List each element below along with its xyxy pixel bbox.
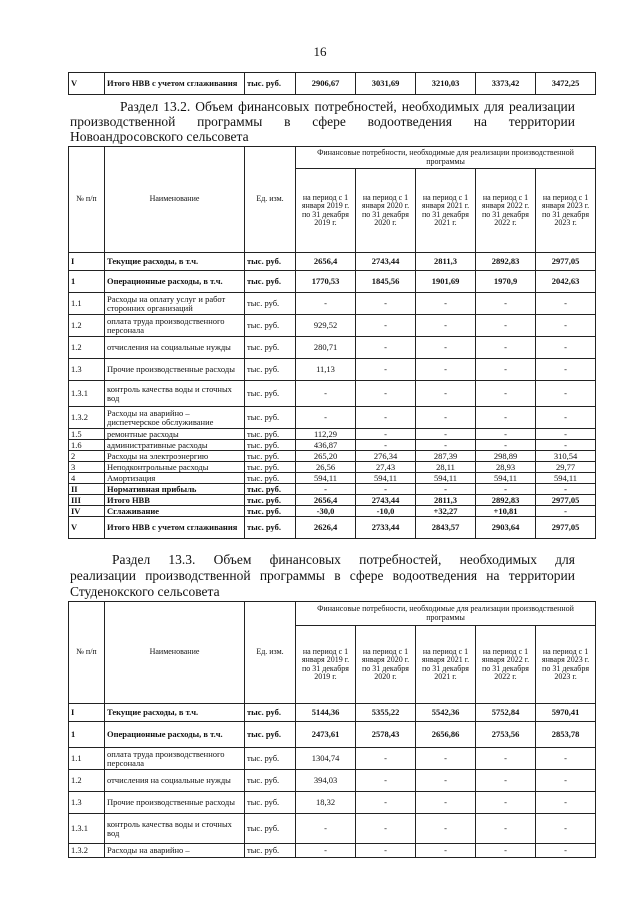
value-cell: 2892,83 [476,253,536,271]
table-row [69,315,596,337]
row-name: оплата труда производственного персонала [105,315,245,337]
table-row [69,293,596,315]
value-cell: 2906,67 [296,73,356,95]
row-name: Итого НВВ с учетом сглаживания [105,73,245,95]
value-cell: -30,0 [296,506,356,517]
value-cell: 5752,84 [476,704,536,722]
value-cell: - [536,429,596,440]
table-row [69,271,596,293]
value-cell: 2743,44 [356,253,416,271]
value-cell: - [536,315,596,337]
value-cell: - [356,748,416,770]
value-cell: 594,11 [296,473,356,484]
value-cell: 2843,57 [416,517,476,539]
value-cell: - [476,293,536,315]
value-cell: - [416,792,476,814]
row-unit: тыс. руб. [245,704,296,722]
header-period: на период с 1 января 2021 г. по 31 декабря 2021 г. [416,169,476,253]
row-unit: тыс. руб. [245,253,296,271]
value-cell: - [356,293,416,315]
value-cell: 2656,4 [296,253,356,271]
value-cell: - [356,440,416,451]
value-cell: - [536,293,596,315]
row-unit: тыс. руб. [245,381,296,407]
value-cell: - [416,770,476,792]
value-cell: - [416,814,476,844]
value-cell: 2578,43 [356,722,416,748]
row-number: 4 [69,473,105,484]
value-cell: - [476,315,536,337]
value-cell: +32,27 [416,506,476,517]
value-cell: - [356,429,416,440]
row-name: административные расходы [105,440,245,451]
section-3-title-line-3: Студенокского сельсовета [70,584,220,599]
value-cell: 1970,9 [476,271,536,293]
value-cell: 28,93 [476,462,536,473]
row-unit: тыс. руб. [245,844,296,858]
row-number: 3 [69,462,105,473]
value-cell: 1304,74 [296,748,356,770]
value-cell: 5144,36 [296,704,356,722]
value-cell: - [356,844,416,858]
header-period: на период с 1 января 2020 г. по 31 декабря 2020 г. [356,626,416,704]
value-cell: - [536,484,596,495]
value-cell: - [536,381,596,407]
row-number: I [69,253,105,271]
value-cell: - [536,337,596,359]
value-cell: - [416,429,476,440]
table-row [69,844,596,858]
row-unit: тыс. руб. [245,73,296,95]
row-unit: тыс. руб. [245,506,296,517]
value-cell: 3472,25 [536,73,596,95]
row-unit: тыс. руб. [245,484,296,495]
value-cell: - [416,293,476,315]
value-cell: - [476,770,536,792]
value-cell: 2853,78 [536,722,596,748]
table-row [69,407,596,429]
row-number: V [69,517,105,539]
section-2-title-line-1: Раздел 13.2. Объем финансовых потребностей, необходимых для реализации [120,99,575,114]
value-cell: 594,11 [476,473,536,484]
financial-table-section-2 [68,146,596,539]
row-number: 1.2 [69,770,105,792]
row-unit: тыс. руб. [245,337,296,359]
section-3-title-line-2: реализации производственной программы в сфере водоотведения на территории [70,568,575,583]
value-cell: 2743,44 [356,495,416,506]
value-cell: 3373,42 [476,73,536,95]
value-cell: - [536,748,596,770]
value-cell: - [356,359,416,381]
table-row [69,484,596,495]
value-cell: 2656,86 [416,722,476,748]
header-unit: Ед. изм. [245,147,296,253]
table-header-row [69,147,596,169]
value-cell: 2811,3 [416,253,476,271]
row-name: оплата труда производственного персонала [105,748,245,770]
table-row [69,814,596,844]
value-cell: 310,54 [536,451,596,462]
value-cell: 3031,69 [356,73,416,95]
value-cell: - [536,359,596,381]
table-row [69,440,596,451]
row-name: Амортизация [105,473,245,484]
header-period: на период с 1 января 2019 г. по 31 декабря 2019 г. [296,169,356,253]
row-name: ремонтные расходы [105,429,245,440]
continuation-table [68,72,596,95]
row-unit: тыс. руб. [245,440,296,451]
header-group: Финансовые потребности, необходимые для реализации производственной программы [296,602,596,626]
value-cell: 29,77 [536,462,596,473]
row-number: V [69,73,105,95]
row-name: Прочие производственные расходы [105,359,245,381]
value-cell: 298,89 [476,451,536,462]
value-cell: - [416,407,476,429]
value-cell: - [296,381,356,407]
value-cell: 280,71 [296,337,356,359]
value-cell: - [416,440,476,451]
value-cell: - [476,748,536,770]
value-cell: - [536,770,596,792]
value-cell: 2892,83 [476,495,536,506]
table-row [69,381,596,407]
row-number: III [69,495,105,506]
value-cell: 594,11 [536,473,596,484]
header-number: № п/п [69,147,105,253]
value-cell: - [356,484,416,495]
value-cell: - [476,814,536,844]
row-name: контроль качества воды и сточных вод [105,814,245,844]
row-name: Нормативная прибыль [105,484,245,495]
section-2-title-line-2: производственной программы в сфере водоотведения на территории [70,114,575,129]
row-number: 1.3.1 [69,381,105,407]
table-row [69,73,596,95]
value-cell: 2473,61 [296,722,356,748]
value-cell: 2733,44 [356,517,416,539]
row-name: Неподконтрольные расходы [105,462,245,473]
row-unit: тыс. руб. [245,451,296,462]
value-cell: 2977,05 [536,517,596,539]
value-cell: - [356,792,416,814]
value-cell: - [536,792,596,814]
row-number: 1 [69,271,105,293]
row-name: Итого НВВ с учетом сглаживания [105,517,245,539]
header-period: на период с 1 января 2022 г. по 31 декабря 2022 г. [476,626,536,704]
value-cell: 594,11 [356,473,416,484]
value-cell: 276,34 [356,451,416,462]
value-cell: 112,29 [296,429,356,440]
row-number: II [69,484,105,495]
row-name: Расходы на аварийно – [105,844,245,858]
value-cell: 2903,64 [476,517,536,539]
row-unit: тыс. руб. [245,722,296,748]
table-row [69,359,596,381]
value-cell: - [476,429,536,440]
value-cell: - [356,381,416,407]
table-row [69,506,596,517]
value-cell: - [476,381,536,407]
header-period: на период с 1 января 2019 г. по 31 декабря 2019 г. [296,626,356,704]
value-cell: - [536,506,596,517]
value-cell: 2753,56 [476,722,536,748]
row-name: Расходы на оплату услуг и работ сторонних организаций [105,293,245,315]
value-cell: 2656,4 [296,495,356,506]
row-number: 1.2 [69,315,105,337]
row-name: Операционные расходы, в т.ч. [105,271,245,293]
value-cell: - [476,337,536,359]
value-cell: 3210,03 [416,73,476,95]
value-cell: - [416,484,476,495]
row-unit: тыс. руб. [245,748,296,770]
value-cell: 929,52 [296,315,356,337]
header-name: Наименование [105,602,245,704]
header-unit: Ед. изм. [245,602,296,704]
value-cell: - [476,484,536,495]
row-name: Сглаживание [105,506,245,517]
row-number: IV [69,506,105,517]
value-cell: - [416,748,476,770]
value-cell: - [356,315,416,337]
row-name: Прочие производственные расходы [105,792,245,814]
value-cell: 2042,63 [536,271,596,293]
header-period: на период с 1 января 2023 г. по 31 декабря 2023 г. [536,169,596,253]
value-cell: 27,43 [356,462,416,473]
row-number: 1.1 [69,293,105,315]
row-unit: тыс. руб. [245,407,296,429]
value-cell: 1845,56 [356,271,416,293]
row-name: Расходы на аварийно – диспетчерское обслуживание [105,407,245,429]
value-cell: 28,11 [416,462,476,473]
table-row [69,337,596,359]
value-cell: - [356,407,416,429]
header-period: на период с 1 января 2022 г. по 31 декабря 2022 г. [476,169,536,253]
row-unit: тыс. руб. [245,315,296,337]
value-cell: - [476,844,536,858]
row-unit: тыс. руб. [245,792,296,814]
value-cell: 394,03 [296,770,356,792]
row-number: 1.3 [69,359,105,381]
row-name: Операционные расходы, в т.ч. [105,722,245,748]
value-cell: 2977,05 [536,495,596,506]
value-cell: 2977,05 [536,253,596,271]
value-cell: 18,32 [296,792,356,814]
row-name: Текущие расходы, в т.ч. [105,253,245,271]
value-cell: - [416,359,476,381]
table-row [69,792,596,814]
section-3-title-line-1: Раздел 13.3. Объем финансовых потребностей, необходимых для [112,552,575,567]
value-cell: -10,0 [356,506,416,517]
header-period: на период с 1 января 2020 г. по 31 декабря 2020 г. [356,169,416,253]
header-number: № п/п [69,602,105,704]
value-cell: - [476,359,536,381]
table-row [69,770,596,792]
value-cell: 5970,41 [536,704,596,722]
header-period: на период с 1 января 2023 г. по 31 декабря 2023 г. [536,626,596,704]
row-unit: тыс. руб. [245,271,296,293]
row-number: 1.3.1 [69,814,105,844]
value-cell: 11,13 [296,359,356,381]
row-unit: тыс. руб. [245,814,296,844]
value-cell: 2626,4 [296,517,356,539]
page-number: 16 [313,44,327,59]
row-unit: тыс. руб. [245,429,296,440]
value-cell: 436,87 [296,440,356,451]
row-name: отчисления на социальные нужды [105,770,245,792]
value-cell: 265,20 [296,451,356,462]
value-cell: 26,56 [296,462,356,473]
value-cell: - [296,293,356,315]
financial-table-section-3 [68,601,596,858]
value-cell: - [356,770,416,792]
value-cell: - [416,381,476,407]
section-2-title-line-3: Новоандросовского сельсовета [70,129,249,144]
row-number: 1.2 [69,337,105,359]
value-cell: 5355,22 [356,704,416,722]
table-row [69,704,596,722]
table-row [69,451,596,462]
table-row [69,462,596,473]
header-name: Наименование [105,147,245,253]
value-cell: - [416,337,476,359]
value-cell: - [296,484,356,495]
header-period: на период с 1 января 2021 г. по 31 декабря 2021 г. [416,626,476,704]
value-cell: - [416,844,476,858]
table-row [69,253,596,271]
value-cell: 594,11 [416,473,476,484]
value-cell: 1901,69 [416,271,476,293]
table-header-row [69,602,596,626]
value-cell: - [536,814,596,844]
table-row [69,722,596,748]
row-number: 1.3 [69,792,105,814]
row-number: 2 [69,451,105,462]
row-name: отчисления на социальные нужды [105,337,245,359]
row-name: контроль качества воды и сточных вод [105,381,245,407]
row-name: Итого НВВ [105,495,245,506]
row-number: 1.3.2 [69,407,105,429]
value-cell: - [356,814,416,844]
row-unit: тыс. руб. [245,495,296,506]
value-cell: 1770,53 [296,271,356,293]
row-number: I [69,704,105,722]
value-cell: - [476,792,536,814]
table-row [69,517,596,539]
value-cell: - [536,407,596,429]
value-cell: - [536,440,596,451]
row-number: 1.1 [69,748,105,770]
row-unit: тыс. руб. [245,462,296,473]
row-unit: тыс. руб. [245,473,296,484]
value-cell: - [356,337,416,359]
row-number: 1 [69,722,105,748]
header-group: Финансовые потребности, необходимые для реализации производственной программы [296,147,596,169]
table-row [69,429,596,440]
value-cell: 5542,36 [416,704,476,722]
value-cell: - [476,440,536,451]
value-cell: 287,39 [416,451,476,462]
table-row [69,748,596,770]
row-unit: тыс. руб. [245,517,296,539]
value-cell: - [416,315,476,337]
value-cell: +10,81 [476,506,536,517]
row-number: 1.5 [69,429,105,440]
row-unit: тыс. руб. [245,359,296,381]
row-number: 1.3.2 [69,844,105,858]
row-name: Расходы на электроэнергию [105,451,245,462]
table-row [69,473,596,484]
value-cell: - [476,407,536,429]
row-number: 1.6 [69,440,105,451]
value-cell: - [296,814,356,844]
value-cell: - [536,844,596,858]
value-cell: - [296,844,356,858]
row-unit: тыс. руб. [245,293,296,315]
value-cell: - [296,407,356,429]
row-name: Текущие расходы, в т.ч. [105,704,245,722]
table-row [69,495,596,506]
value-cell: 2811,3 [416,495,476,506]
row-unit: тыс. руб. [245,770,296,792]
